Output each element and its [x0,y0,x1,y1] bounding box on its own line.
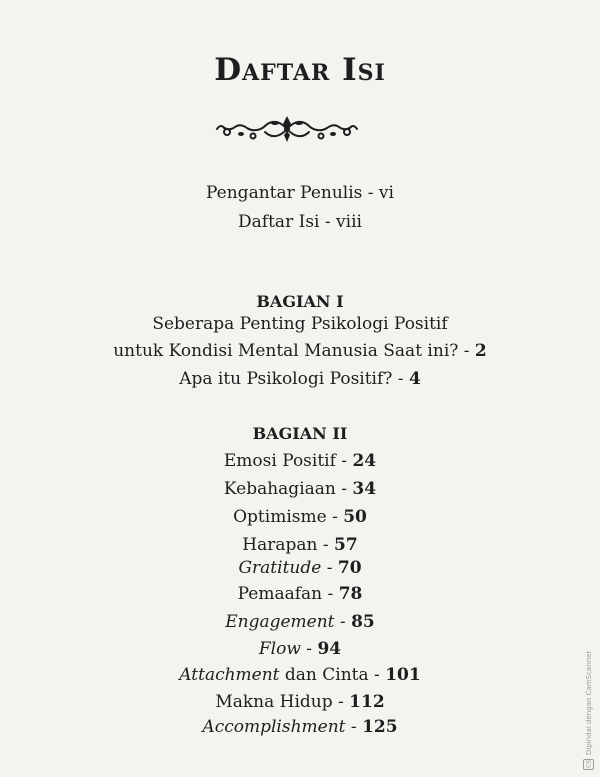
toc-entry: Seberapa Penting Psikologi Positif [152,314,448,334]
flourish-ornament-icon [213,112,361,146]
toc-entry: Pengantar Penulis - vi [206,183,394,203]
toc-entry: Flow - 94 [258,639,342,659]
toc-entry: Pemaafan - 78 [237,584,363,604]
page-number: 78 [338,584,363,604]
toc-entry: Apa itu Psikologi Positif? - 4 [179,369,421,389]
page-number: 85 [351,612,375,632]
toc-entry: untuk Kondisi Mental Manusia Saat ini? - 2 [113,341,487,361]
toc-entry: Harapan - 57 [242,535,358,555]
camscanner-icon: CS [585,760,593,769]
toc-entry: Makna Hidup - 112 [215,692,385,712]
page-number: 4 [408,369,421,389]
page-number: 2 [474,341,487,361]
toc-entry: Attachment dan Cinta - 101 [179,665,421,685]
page-number: 101 [385,665,421,685]
section-heading: BAGIAN I [256,292,344,311]
toc-entry: Gratitude - 70 [238,558,362,578]
page-number: 24 [352,451,377,471]
toc-entry: Optimisme - 50 [233,507,367,527]
section-heading: BAGIAN II [252,424,348,443]
toc-entry: Daftar Isi - viii [238,212,362,232]
page-number: 94 [317,639,342,659]
page-number: 70 [337,558,362,578]
page-number: 125 [362,717,398,737]
page-number: 112 [349,692,385,712]
toc-entry: Kebahagiaan - 34 [223,479,377,499]
page-number: 34 [352,479,377,499]
page-title: Daftar Isi [214,52,386,88]
scanner-watermark: CS Dipindai dengan CamScanner [585,650,593,769]
page-number: 57 [334,535,358,555]
toc-entry: Accomplishment - 125 [202,717,398,737]
toc-entry: Emosi Positif - 24 [223,451,377,471]
toc-entry: Engagement - 85 [225,612,375,632]
page-number: 50 [343,507,367,527]
